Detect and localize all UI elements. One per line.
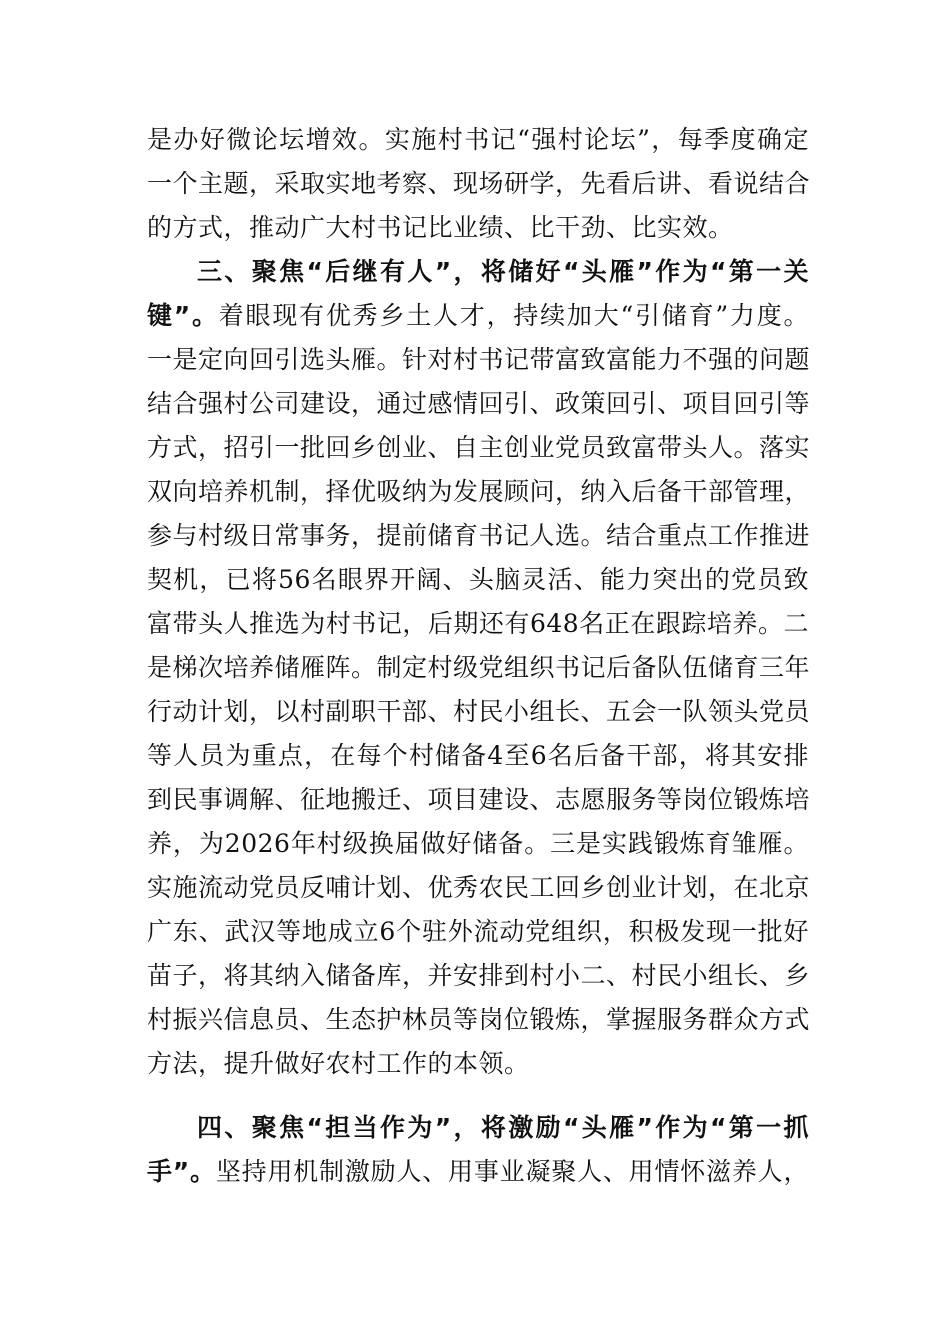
paragraph-line: 契机，已将56名眼界开阔、头脑灵活、能力突出的党员致 bbox=[147, 565, 809, 594]
paragraph-line: 实施流动党员反哺计划、优秀农民工回乡创业计划，在北京 bbox=[147, 873, 811, 902]
paragraph-line: 是办好微论坛增效。实施村书记“强村论坛”，每季度确定 bbox=[147, 125, 809, 154]
paragraph-line: 方式，招引一批回乡创业、自主创业党员致富带头人。落实 bbox=[147, 433, 811, 462]
section-heading-4: 四、聚焦“担当作为”，将激励“头雁”作为“第一抓 bbox=[197, 1113, 809, 1142]
paragraph-line: 的方式，推动广大村书记比业绩、比干劲、比实效。 bbox=[147, 213, 734, 242]
paragraph-line: 参与村级日常事务，提前储育书记人选。结合重点工作推进 bbox=[147, 521, 811, 550]
paragraph-line: 方法，提升做好农村工作的本领。 bbox=[147, 1049, 530, 1078]
paragraph-line: 双向培养机制，择优吸纳为发展顾问，纳入后备干部管理， bbox=[147, 477, 811, 506]
paragraph-line: 一是定向回引选头雁。针对村书记带富致富能力不强的问题 bbox=[147, 345, 811, 374]
paragraph-line bbox=[147, 1152, 809, 1192]
paragraph-line: 结合强村公司建设，通过感情回引、政策回引、项目回引等 bbox=[147, 389, 811, 418]
paragraph-line: 村振兴信息员、生态护林员等岗位锻炼，掌握服务群众方式 bbox=[147, 1005, 811, 1034]
section-heading-3: 三、聚焦“后继有人”，将储好“头雁”作为“第一关 bbox=[197, 257, 809, 286]
paragraph-text: 着眼现有优秀乡土人才，持续加大“引储育”力度。 bbox=[218, 301, 809, 330]
paragraph-line: 是梯次培养储雁阵。制定村级党组织书记后备队伍储育三年 bbox=[147, 653, 811, 682]
section-heading-4-end: 手”。 bbox=[147, 1157, 216, 1186]
paragraph-line: 一个主题，采取实地考察、现场研学，先看后讲、看说结合 bbox=[147, 169, 811, 198]
paragraph-line: 苗子，将其纳入储备库，并安排到村小二、村民小组长、乡 bbox=[147, 961, 811, 990]
paragraph-line: 到民事调解、征地搬迁、项目建设、志愿服务等岗位锻炼培 bbox=[147, 785, 811, 814]
paragraph-line: 等人员为重点，在每个村储备4至6名后备干部，将其安排 bbox=[147, 741, 809, 770]
paragraph-line: 富带头人推选为村书记，后期还有648名正在跟踪培养。二 bbox=[147, 609, 809, 638]
paragraph-line: 养，为2026年村级换届做好储备。三是实践锻炼育雏雁。 bbox=[147, 829, 809, 858]
paragraph-line: 广东、武汉等地成立6个驻外流动党组织，积极发现一批好 bbox=[147, 917, 809, 946]
paragraph-text: 坚持用机制激励人、用事业凝聚人、用情怀滋养人， bbox=[215, 1157, 809, 1186]
paragraph-line: 行动计划，以村副职干部、村民小组长、五会一队领头党员 bbox=[147, 697, 811, 726]
section-heading-3-end: 键”。 bbox=[147, 301, 219, 330]
paragraph-line bbox=[147, 296, 809, 336]
